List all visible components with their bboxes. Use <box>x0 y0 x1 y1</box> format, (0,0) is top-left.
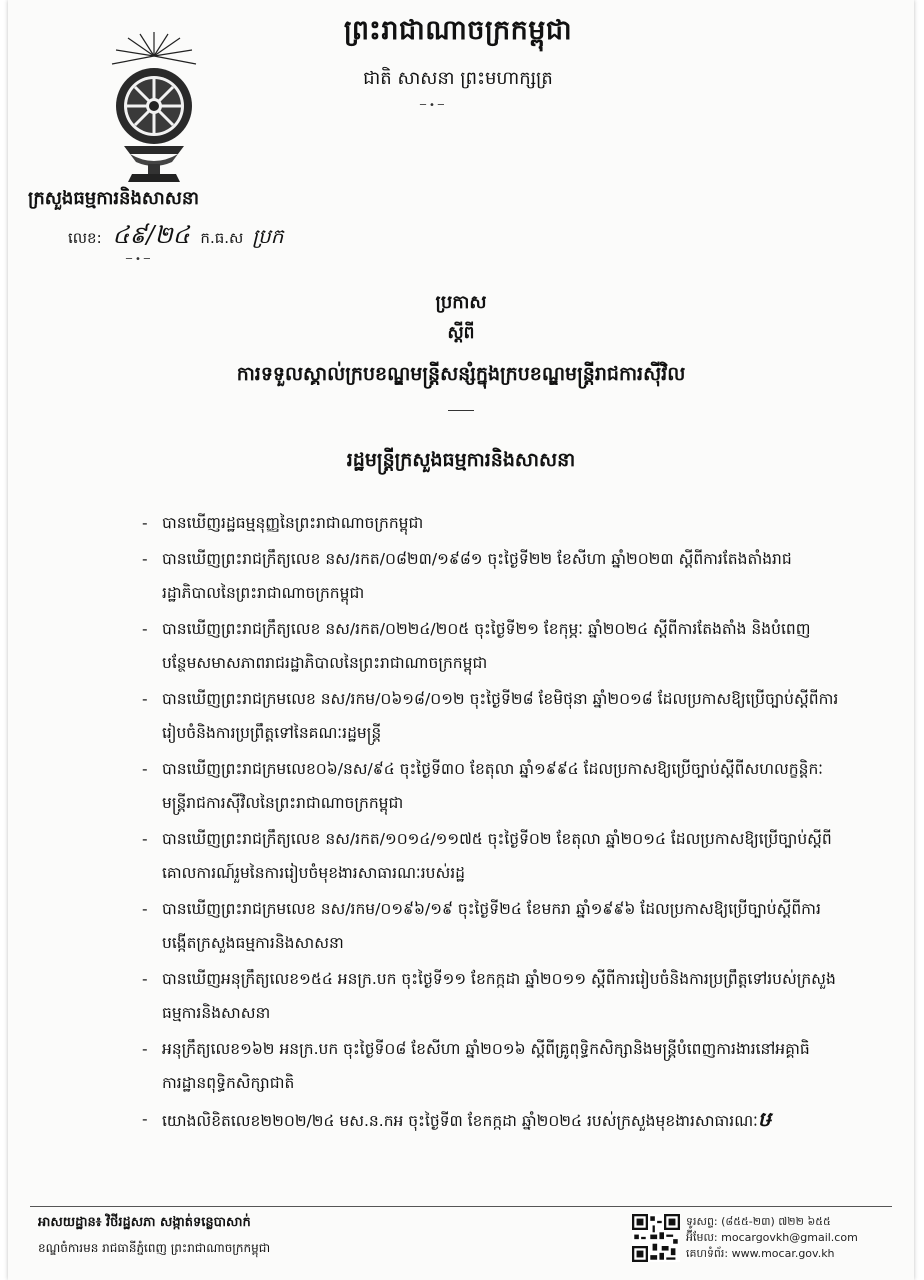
header-ornament: ─•─ <box>420 100 447 111</box>
national-motto: ជាតិ សាសនា ព្រះមហាក្សត្រ <box>363 68 553 89</box>
list-item: - អនុក្រឹត្យលេខ១៦២ អនក្រ.បក ចុះថ្ងៃទី០៨ ខែសីហា ឆ្នាំ២០១៦ ស្តីពីគ្រូពុទ្ធិកសិក្សានិងមន្ត្រីបំពេញការងារនៅអគ្គាធិការដ្ឋានពុទ្ធិកសិក្សាជាតិ <box>140 1032 840 1100</box>
reference-suffix: ក.ធ.ស <box>200 229 244 247</box>
issuing-authority: រដ្ឋមន្ត្រីក្រសួងធម្មការនិងសាសនា <box>346 449 576 471</box>
footer-website: គេហទំព័រ: www.mocar.gov.kh <box>686 1247 835 1260</box>
title-divider <box>448 410 474 411</box>
footer-divider <box>30 1206 892 1207</box>
subject-prefix: ស្តីពី <box>447 323 475 343</box>
footer-address-line2: ខណ្ឌចំការមន រាជធានីភ្នំពេញ ព្រះរាជាណាចក្រកម្ពុជា <box>38 1241 271 1255</box>
ministry-ornament: ─•─ <box>126 254 153 265</box>
citations-list <box>140 506 840 1140</box>
list-item: - បានឃើញព្រះរាជក្រមលេខ នស/រកម/០១៩៦/១៩ ចុះថ្ងៃទី២៤ ខែមករា ឆ្នាំ១៩៩៦ ដែលប្រកាសឱ្យប្រើច្បាប់ស្តីពីការបង្កើតក្រសួងធម្មការនិងសាសនា <box>140 892 840 960</box>
document-subject: ការទទួលស្គាល់ក្របខណ្ឌមន្ត្រីសន្សំក្នុងក្របខណ្ឌមន្ត្រីរាជការស៊ីវិល <box>236 363 686 385</box>
list-item: - បានឃើញអនុក្រឹត្យលេខ១៥៤ អនក្រ.បក ចុះថ្ងៃទី១១ ខែកក្កដា ឆ្នាំ២០១១ ស្តីពីការរៀបចំនិងការប្រព្រឹត្តទៅរបស់ក្រសួងធម្មការនិងសាសនា <box>140 962 840 1030</box>
list-item: - បានឃើញព្រះរាជក្រមលេខ០៦/នស/៩៤ ចុះថ្ងៃទី៣០ ខែតុលា ឆ្នាំ១៩៩៤ ដែលប្រកាសឱ្យប្រើច្បាប់ស្តីពីសហលក្ខន្តិកៈមន្ត្រីរាជការស៊ីវិលនៃព្រះរាជាណាចក្រកម្ពុជា <box>140 752 840 820</box>
list-item <box>140 1102 840 1138</box>
footer-phone: ទូរសព្ទ: (៨៥៥-២៣) ៧២២ ៦៥៥ <box>686 1215 831 1228</box>
list-item: - បានឃើញព្រះរាជក្រឹត្យលេខ នស/រកត/១០១៤/១១៧៥ ចុះថ្ងៃទី០២ ខែតុលា ឆ្នាំ២០១៤ ដែលប្រកាសឱ្យប្រើច្បាប់ស្តីពីគោលការណ៍រួមនៃការរៀបចំមុខងារសាធារណៈរបស់រដ្ឋ <box>140 822 840 890</box>
reference-number: ៤៩/២៤ <box>112 221 190 249</box>
footer-address-line1: អាសយដ្ឋាន៖ វិថីរដ្ឋសភា សង្កាត់ទន្លេបាសាក់ <box>38 1215 251 1230</box>
ministry-name: ក្រសួងធម្មការនិងសាសនា <box>28 188 200 209</box>
list-item: - បានឃើញព្រះរាជក្រមលេខ នស/រកម/០៦១៨/០១២ ចុះថ្ងៃទី២៨ ខែមិថុនា ឆ្នាំ២០១៨ ដែលប្រកាសឱ្យប្រើច្បាប់ស្តីពីការរៀបចំនិងការប្រព្រឹត្តទៅនៃគណៈរដ្ឋមន្ត្រី <box>140 682 840 750</box>
footer-contacts <box>686 1214 858 1262</box>
list-item: - បានឃើញរដ្ឋធម្មនុញ្ញនៃព្រះរាជាណាចក្រកម្ពុជា <box>140 506 840 540</box>
reference-handwritten: ប្រក <box>252 224 284 248</box>
reference-line <box>68 220 283 255</box>
footer-email: អ៊ីមែល: mocargovkh@gmail.com <box>686 1231 858 1244</box>
reference-label: លេខ: <box>68 229 102 247</box>
royal-dharma-wheel-emblem <box>108 28 200 188</box>
qr-code-icon <box>632 1214 680 1262</box>
list-item: - បានឃើញព្រះរាជក្រឹត្យលេខ នស/រកត/០៨២៣/១៩៨១ ចុះថ្ងៃទី២២ ខែសីហា ឆ្នាំ២០២៣ ស្តីពីការតែងតាំងរាជរដ្ឋាភិបាលនៃព្រះរាជាណាចក្រកម្ពុជា <box>140 542 840 610</box>
document-type: ប្រកាស <box>435 292 487 313</box>
kingdom-title: ព្រះរាជាណាចក្រកម្ពុជា <box>343 15 573 46</box>
list-item: - បានឃើញព្រះរាជក្រឹត្យលេខ នស/រកត/០២២៤/២០៥ ចុះថ្ងៃទី២១ ខែកុម្ភៈ ឆ្នាំ២០២៤ ស្តីពីការតែងតាំង និងបំពេញបន្ថែមសមាសភាពរាជរដ្ឋាភិបាលនៃព្រះរាជាណាចក្រកម្ពុជា <box>140 612 840 680</box>
signature-mark: ឞ <box>757 1107 771 1131</box>
document-page <box>8 0 914 1280</box>
list-item-text: យោងលិខិតលេខ២២០២/២៤ មស.ន.កអ ចុះថ្ងៃទី៣ ខែកក្កដា ឆ្នាំ២០២៤ របស់ក្រសួងមុខងារសាធារណៈ <box>162 1112 758 1130</box>
